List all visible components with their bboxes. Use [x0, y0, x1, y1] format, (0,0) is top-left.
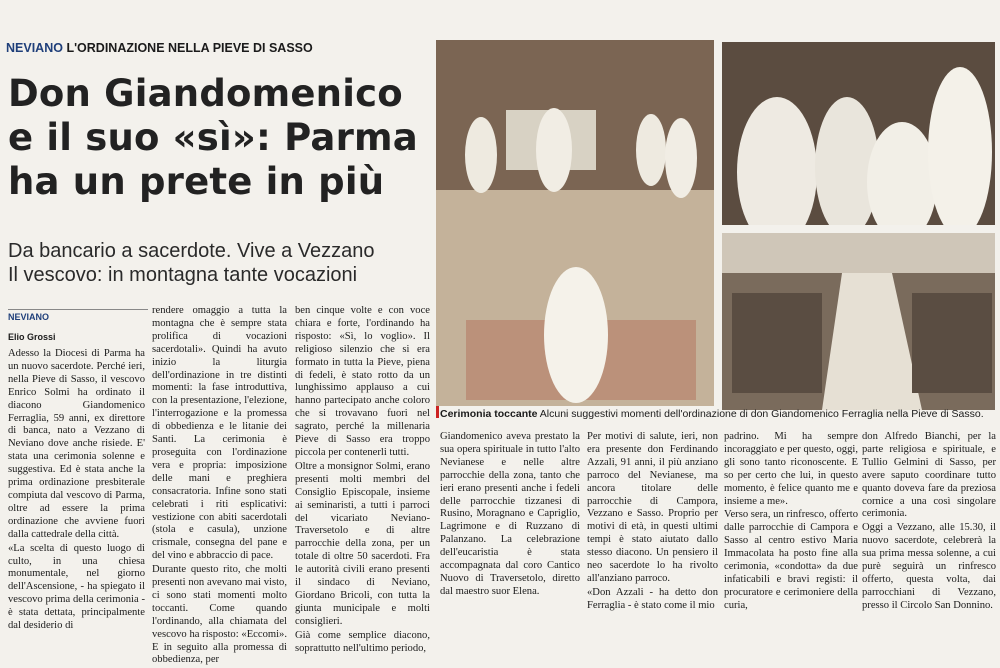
kicker [6, 41, 313, 55]
headline-line-2: e il suo «sì»: Parma [8, 116, 418, 159]
article-column-5 [587, 431, 718, 614]
paragraph: don Alfredo Bianchi, per la parte religiosa e spirituale, e Tullio Gelmini di Sasso, per avere saputo coordinare tutto quanto doveva fare da preziosa cornice a una così singolare cerimonia. [862, 431, 996, 520]
kicker-place: NEVIANO [6, 41, 63, 55]
photo-prostration [436, 40, 714, 406]
headline [8, 72, 438, 204]
paragraph: Già come semplice diacono, soprattutto nell'ultimo periodo, [295, 629, 430, 654]
photo-caption [440, 408, 1000, 420]
article-column-2 [152, 305, 287, 668]
article-column-4 [440, 431, 580, 600]
article-column-1 [8, 348, 145, 634]
photo-congregation [722, 233, 995, 410]
paragraph: padrino. Mi ha sempre incoraggiato e per questo, oggi, gli sono tanto riconoscente. E so per certo che lui, in questo momento, è felice quanto me e insieme a me». [724, 431, 858, 507]
subhead-line-2: Il vescovo: in montagna tante vocazioni [8, 264, 358, 286]
paragraph: ben cinque volte e con voce chiara e forte, l'ordinando ha risposto: «Sì, lo voglio». Il religioso silenzio che si era formato in tutta la Pieve, piena di fedeli, è stato rotto da un lunghissimo applauso a cui hanno partecipato anche coloro che si trovavano fuori nel sagrato, perché la millenaria Pieve di Sasso era troppo piccola per contenerli tutti. [295, 305, 430, 458]
subhead-line-1: Da bancario a sacerdote. Vive a Vezzano [8, 240, 375, 262]
paragraph: Per motivi di salute, ieri, non era presente don Ferdinando Azzali, 91 anni, il più anziano parroco del Nevianese, ma ancora titolare delle parrocchie di Campora, Vezzano e Sasso. Proprio per motivi di età, in questi ultimi tempi è stato aiutato dallo stesso diacono. Un pensiero il neo sacerdote lo ha rivolto all'anziano parroco. [587, 431, 718, 584]
headline-line-1: Don Giandomenico [8, 72, 403, 115]
byline-divider [8, 309, 148, 310]
paragraph: Verso sera, un rinfresco, offerto dalle parrocchie di Campora e Sasso al centro estivo Maria Immacolata ha posto fine alla cerimonia, «condotta» da due infaticabili e bravi registi: il procuratore e cerimoniere della curia, [724, 509, 858, 611]
caption-lead: Cerimonia toccante [440, 408, 538, 420]
caption-marker [436, 406, 439, 418]
article-column-7 [862, 431, 996, 614]
photo-anointing [722, 42, 995, 225]
article-column-3 [295, 305, 430, 656]
article-column-6 [724, 431, 858, 614]
paragraph: Durante questo rito, che molti presenti non avevano mai visto, ci sono stati momenti molto toccanti. Come quando l'ordinando, alla chiamata del vescovo ha risposto: «Eccomi». E in seguito alla promessa di obbedienza, per [152, 564, 287, 666]
kicker-title: L'ORDINAZIONE NELLA PIEVE DI SASSO [66, 41, 313, 55]
section-label: NEVIANO [8, 312, 50, 322]
paragraph: «La scelta di questo luogo di culto, in una chiesa monumentale, nel giorno dell'Ascensione, - ha spiegato il vescovo prima della cerimonia - è stata dettata, principalmente dal desiderio di [8, 542, 145, 632]
paragraph: Adesso la Diocesi di Parma ha un nuovo sacerdote. Perché ieri, nella Pieve di Sasso, il vescovo Enrico Solmi ha ordinato il diacono Giandomenico Ferraglia, 59 anni, ex direttore di banca, nato a Vezzano di Neviano dove anche risiede. E' stata una cerimonia solenne e suggestiva. Ed è stata anche la prima ordinazione presbiterale compiuta dal vescovo di Parma, oltre ad essere la prima ordinazione che avviene fuori dalla cattedrale della città. [8, 348, 145, 540]
headline-line-3: ha un prete in più [8, 160, 385, 203]
paragraph: Oltre a monsignor Solmi, erano presenti molti membri del Consiglio Episcopale, insieme ai seminaristi, a tutti i parroci del vicariato Neviano-Traversetolo e di altre parrocchie della zona, per un totale di oltre 50 sacerdoti. Fra le autorità civili erano presenti il sindaco di Neviano, Giordano Bricoli, con tutta la giunta municipale e molti consiglieri. [295, 460, 430, 627]
subhead [8, 239, 428, 287]
paragraph: Giandomenico aveva prestato la sua opera spirituale in tutto l'alto Nevianese e nelle altre parrocchie della zona, tanto che ieri erano presenti anche i fedeli delle parrocchie tizzanesi di Rusino, Moragnano e Capriglio, Lagrimone e di Ruzzano di Palanzano. La celebrazione dell'eucaristia è stata accompagnata dal coro Cantico Nuovo di Traversetolo, diretto dal maestro suor Elena. [440, 431, 580, 597]
author-name: Elio Grossi [8, 332, 56, 342]
caption-text: Alcuni suggestivi momenti dell'ordinazione di don Giandomenico Ferraglia nella Pieve di Sasso. [539, 408, 984, 420]
paragraph: «Don Azzali - ha detto don Ferraglia - è stato come il mio [587, 586, 718, 611]
paragraph: rendere omaggio a tutta la montagna che è sempre stata prolifica di vocazioni sacerdotali». Quindi ha avuto inizio la liturgia dell'ordinazione in tre distinti momenti: la fase introduttiva, con la presentazione, l'elezione, l'interrogazione e la promessa di obbedienza e le litanie dei Santi. La cerimonia è proseguita con l'ordinazione vera e propria: imposizione delle mani e preghiera consacratoria. Infine sono stati celebrati i riti esplicativi: vestizione con abiti sacerdotali (stola e casula), unzione crismale, consegna del pane e del vino e abbraccio di pace. [152, 305, 287, 562]
paragraph: Oggi a Vezzano, alle 15.30, il nuovo sacerdote, celebrerà la sua prima messa solenne, a cui purè seguirà un rinfresco offerto, questa volta, dai parrocchiani di Vezzano, presso il Circolo San Donnino. [862, 522, 996, 611]
